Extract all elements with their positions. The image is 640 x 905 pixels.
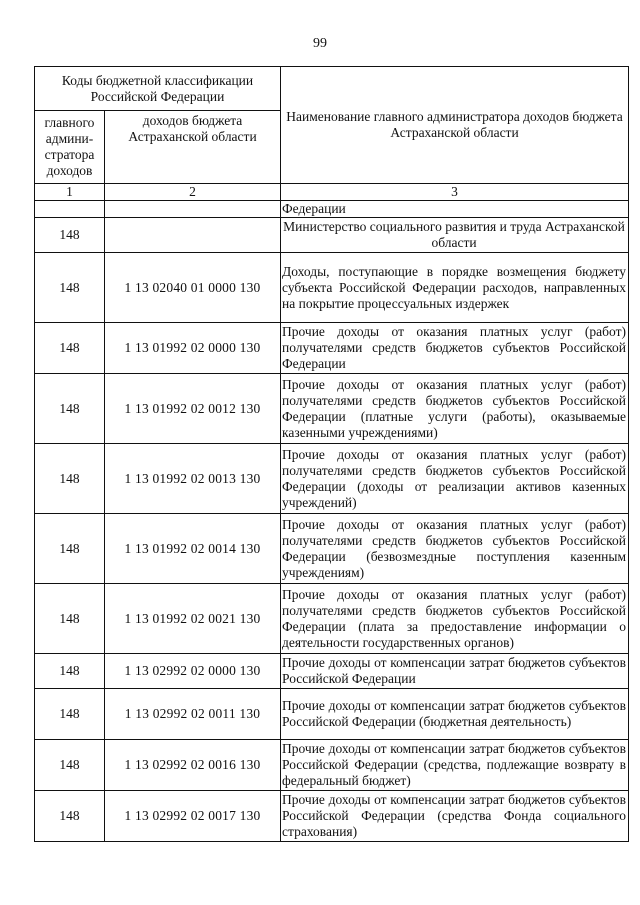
column-number-1: 1: [35, 184, 105, 201]
revenue-code-cell: 1 13 02992 02 0016 130: [105, 740, 281, 791]
table-row: [35, 584, 629, 654]
continuation-text: Федерации: [281, 201, 629, 218]
admin-code-cell: 148: [35, 374, 105, 444]
revenue-code-cell: 1 13 01992 02 0012 130: [105, 374, 281, 444]
admin-code-cell: 148: [35, 584, 105, 654]
admin-code-cell: 148: [35, 444, 105, 514]
budget-classification-table: [34, 66, 629, 842]
admin-code-cell: 148: [35, 218, 105, 253]
header-codes-group: Коды бюджетной классификации Российской Федерации: [35, 67, 281, 111]
revenue-name-cell: Прочие доходы от оказания платных услуг (работ) получателями средств бюджетов субъектов Российской Федерации (безвозмездные поступления казенным учреждениям): [281, 514, 629, 584]
revenue-name-cell: Министерство социального развития и труда Астраханской области: [281, 218, 629, 253]
revenue-code-cell: 1 13 01992 02 0013 130: [105, 444, 281, 514]
admin-code-cell: 148: [35, 253, 105, 323]
table-row: [35, 323, 629, 374]
revenue-code-cell: 1 13 02992 02 0017 130: [105, 791, 281, 842]
admin-code-cell: 148: [35, 689, 105, 740]
admin-code-cell: 148: [35, 791, 105, 842]
column-number-3: 3: [281, 184, 629, 201]
header-name-column: Наименование главного администратора доходов бюджета Астраханской области: [281, 67, 629, 184]
header-admin-column: главного админи-стратора доходов: [35, 111, 105, 184]
header-revenue-code-column: доходов бюджета Астраханской области: [105, 111, 281, 184]
table-row: [35, 253, 629, 323]
table-row: [35, 654, 629, 689]
table-row: [35, 514, 629, 584]
revenue-code-cell: 1 13 02040 01 0000 130: [105, 253, 281, 323]
admin-code-cell: 148: [35, 514, 105, 584]
admin-code-cell: 148: [35, 654, 105, 689]
revenue-name-cell: Прочие доходы от оказания платных услуг (работ) получателями средств бюджетов субъектов Российской Федерации (плата за предоставление информации о деятельности государственных органов): [281, 584, 629, 654]
revenue-name-cell: Прочие доходы от компенсации затрат бюджетов субъектов Российской Федерации (средства, подлежащие возврату в федеральный бюджет): [281, 740, 629, 791]
table-row: [35, 218, 629, 253]
revenue-code-cell: 1 13 01992 02 0000 130: [105, 323, 281, 374]
revenue-name-cell: Прочие доходы от компенсации затрат бюджетов субъектов Российской Федерации: [281, 654, 629, 689]
revenue-code-cell: 1 13 02992 02 0000 130: [105, 654, 281, 689]
revenue-name-cell: Доходы, поступающие в порядке возмещения бюджету субъекта Российской Федерации расходов, направленных на покрытие процессуальных издержек: [281, 253, 629, 323]
table-row: [35, 740, 629, 791]
continuation-row: [35, 201, 629, 218]
page-number: 99: [313, 36, 327, 51]
table-row: [35, 791, 629, 842]
revenue-name-cell: Прочие доходы от оказания платных услуг (работ) получателями средств бюджетов субъектов Российской Федерации: [281, 323, 629, 374]
revenue-code-cell: 1 13 01992 02 0014 130: [105, 514, 281, 584]
table-row: [35, 444, 629, 514]
revenue-code-cell: [105, 218, 281, 253]
revenue-name-cell: Прочие доходы от компенсации затрат бюджетов субъектов Российской Федерации (средства Фонда социального страхования): [281, 791, 629, 842]
column-numbers-row: [35, 184, 629, 201]
table-row: [35, 689, 629, 740]
column-number-2: 2: [105, 184, 281, 201]
revenue-name-cell: Прочие доходы от оказания платных услуг (работ) получателями средств бюджетов субъектов Российской Федерации (доходы от реализации активов казенных учреждений): [281, 444, 629, 514]
revenue-name-cell: Прочие доходы от компенсации затрат бюджетов субъектов Российской Федерации (бюджетная деятельность): [281, 689, 629, 740]
table-row: [35, 374, 629, 444]
revenue-code-cell: 1 13 02992 02 0011 130: [105, 689, 281, 740]
revenue-name-cell: Прочие доходы от оказания платных услуг (работ) получателями средств бюджетов субъектов Российской Федерации (платные услуги (работы), оказываемые казенными учреждениями): [281, 374, 629, 444]
admin-code-cell: 148: [35, 323, 105, 374]
admin-code-cell: 148: [35, 740, 105, 791]
revenue-code-cell: 1 13 01992 02 0021 130: [105, 584, 281, 654]
